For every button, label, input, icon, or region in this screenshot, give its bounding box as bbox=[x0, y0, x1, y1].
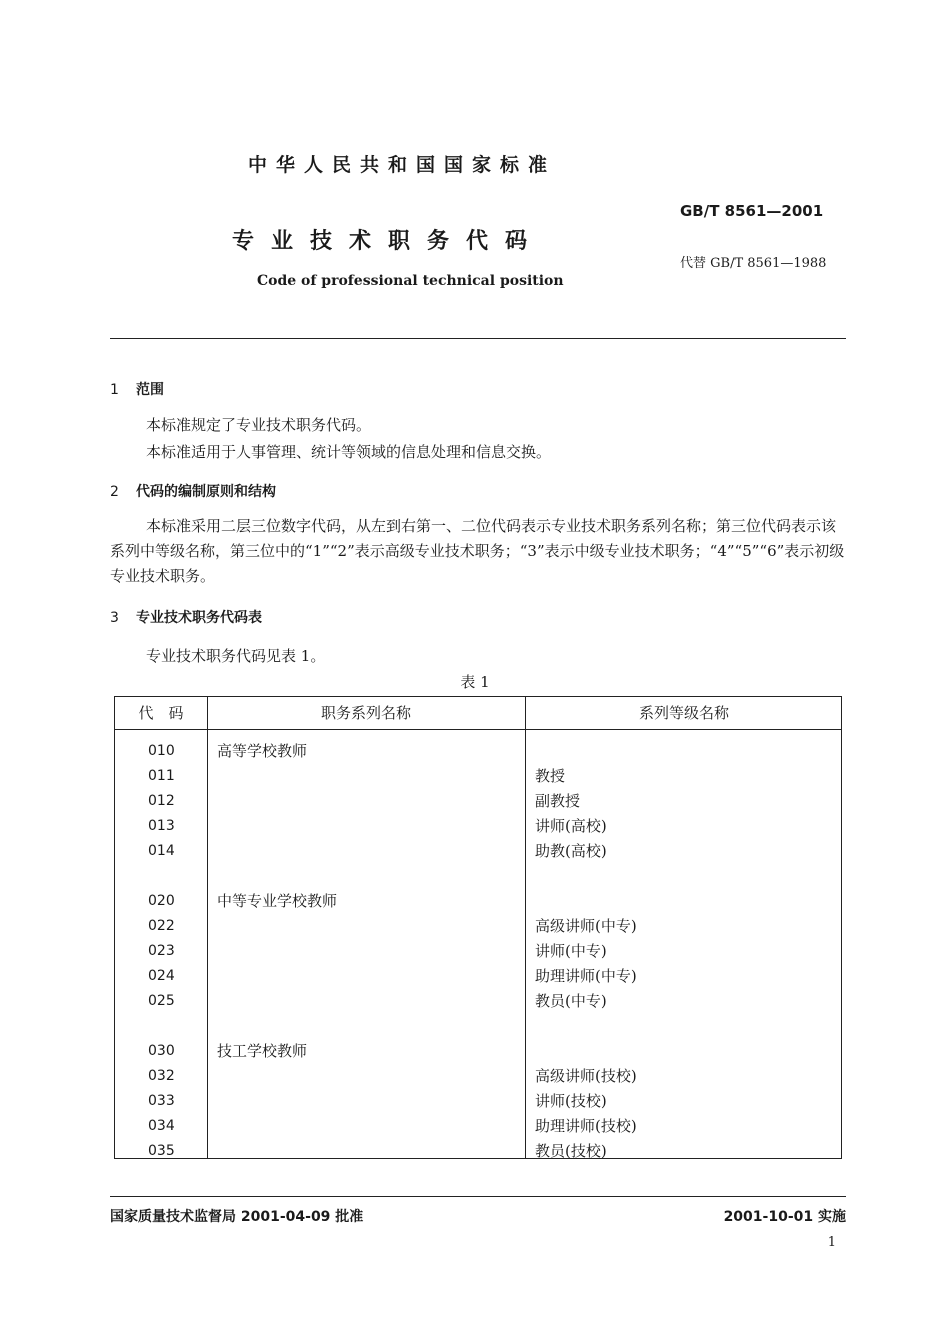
grade-cell: 助理讲师(技校) bbox=[535, 1117, 637, 1135]
table-row bbox=[115, 1139, 841, 1164]
national-standard-heading: 中华人民共和国国家标准 bbox=[248, 154, 557, 176]
code-table bbox=[114, 696, 842, 1159]
table-row bbox=[115, 1114, 841, 1139]
section-3-paragraph-1: 专业技术职务代码见表 1。 bbox=[146, 647, 326, 665]
table-row bbox=[115, 1064, 841, 1089]
code-cell: 024 bbox=[148, 968, 175, 984]
table-row bbox=[115, 789, 841, 814]
series-cell: 技工学校教师 bbox=[217, 1042, 308, 1060]
grade-cell: 讲师(高校) bbox=[535, 817, 607, 835]
table-row bbox=[115, 764, 841, 789]
table-row bbox=[115, 839, 841, 864]
series-cell: 高等学校教师 bbox=[217, 742, 308, 760]
code-cell: 032 bbox=[148, 1068, 175, 1084]
code-cell: 022 bbox=[148, 918, 175, 934]
grade-cell: 高级讲师(中专) bbox=[535, 917, 637, 935]
grade-cell: 教员(中专) bbox=[535, 992, 607, 1010]
section-title: 范围 bbox=[136, 382, 164, 398]
grade-cell: 助教(高校) bbox=[535, 842, 607, 860]
code-cell: 012 bbox=[148, 793, 175, 809]
grade-cell: 高级讲师(技校) bbox=[535, 1067, 637, 1085]
code-cell: 025 bbox=[148, 993, 175, 1009]
effective-date: 2001-10-01 实施 bbox=[723, 1209, 846, 1225]
section-number: 3 bbox=[110, 610, 119, 626]
grade-cell: 教授 bbox=[535, 767, 566, 785]
approval-date: 国家质量技术监督局 2001-04-09 批准 bbox=[110, 1209, 364, 1225]
column-header-code: 代 码 bbox=[138, 704, 184, 722]
section-2-paragraph-1: 本标准采用二层三位数字代码，从左到右第一、二位代码表示专业技术职务系列名称；第三位代码表示该系列中等级名称，第三位中的“1”“2”表示高级专业技术职务；“3”表示中级专业技术职务；“4”“5”“6”表示初级专业技术职务。 bbox=[110, 517, 845, 585]
grade-cell: 讲师(技校) bbox=[535, 1092, 607, 1110]
table-row bbox=[115, 939, 841, 964]
table-row bbox=[115, 739, 841, 764]
table-row bbox=[115, 889, 841, 914]
section-1-heading bbox=[110, 379, 164, 399]
code-cell: 011 bbox=[148, 768, 175, 784]
series-cell: 中等专业学校教师 bbox=[217, 892, 338, 910]
table-row bbox=[115, 814, 841, 839]
section-number: 1 bbox=[110, 382, 119, 398]
footer-divider bbox=[110, 1196, 846, 1197]
table-row bbox=[115, 1039, 841, 1064]
section-title: 专业技术职务代码表 bbox=[136, 610, 262, 626]
replaces-standard: 代替 GB/T 8561—1988 bbox=[680, 256, 827, 271]
table-row bbox=[115, 1089, 841, 1114]
code-cell: 033 bbox=[148, 1093, 175, 1109]
section-1-paragraph-2: 本标准适用于人事管理、统计等领域的信息处理和信息交换。 bbox=[146, 443, 552, 461]
grade-cell: 副教授 bbox=[535, 792, 581, 810]
page-number: 1 bbox=[827, 1235, 836, 1250]
section-number: 2 bbox=[110, 484, 119, 500]
table-row bbox=[115, 964, 841, 989]
code-cell: 035 bbox=[148, 1143, 175, 1159]
code-cell: 010 bbox=[148, 743, 175, 759]
standard-number: GB/T 8561—2001 bbox=[680, 202, 824, 220]
code-cell: 014 bbox=[148, 843, 175, 859]
column-header-series: 职务系列名称 bbox=[320, 704, 411, 722]
grade-cell: 助理讲师(中专) bbox=[535, 967, 637, 985]
code-cell: 030 bbox=[148, 1043, 175, 1059]
code-cell: 020 bbox=[148, 893, 175, 909]
grade-cell: 讲师(中专) bbox=[535, 942, 607, 960]
header-divider bbox=[110, 338, 846, 339]
code-cell: 013 bbox=[148, 818, 175, 834]
section-title: 代码的编制原则和结构 bbox=[136, 484, 276, 500]
english-title: Code of professional technical position bbox=[257, 273, 564, 289]
section-3-heading bbox=[110, 607, 262, 627]
table-row bbox=[115, 914, 841, 939]
grade-cell: 教员(技校) bbox=[535, 1142, 607, 1160]
header-row-divider bbox=[115, 729, 841, 730]
column-header-grade: 系列等级名称 bbox=[638, 704, 729, 722]
code-cell: 023 bbox=[148, 943, 175, 959]
code-cell: 034 bbox=[148, 1118, 175, 1134]
section-2-heading bbox=[110, 481, 276, 501]
section-1-paragraph-1: 本标准规定了专业技术职务代码。 bbox=[146, 416, 372, 434]
table-row bbox=[115, 989, 841, 1014]
table-caption: 表 1 bbox=[460, 673, 490, 691]
document-title: 专业技术职务代码 bbox=[232, 229, 545, 254]
